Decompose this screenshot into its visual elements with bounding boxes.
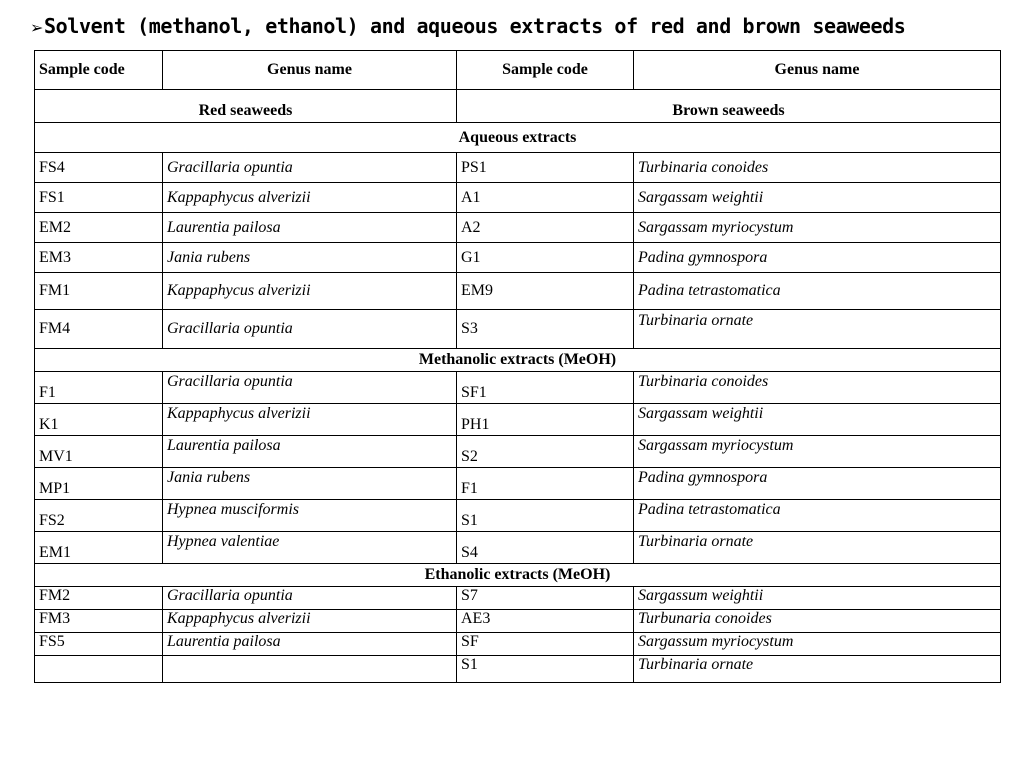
genus-name-cell: Turbinaria ornate xyxy=(634,532,1001,564)
genus-name-cell: Kappaphycus alverizii xyxy=(163,404,457,436)
genus-name-cell: Gracillaria opuntia xyxy=(163,372,457,404)
genus-name-cell: Hypnea valentiae xyxy=(163,532,457,564)
sample-code-cell: SF1 xyxy=(457,372,634,404)
genus-name-cell: Kappaphycus alverizii xyxy=(163,273,457,310)
genus-name-cell: Turbinaria ornate xyxy=(634,656,1001,683)
genus-name-cell: Gracillaria opuntia xyxy=(163,310,457,349)
sample-code-cell: FS4 xyxy=(35,153,163,183)
table-body xyxy=(35,51,1001,683)
group-brown-seaweeds: Brown seaweeds xyxy=(457,90,1001,123)
slide-title xyxy=(30,14,1024,38)
sample-code-cell: F1 xyxy=(457,468,634,500)
sample-code-cell: FS2 xyxy=(35,500,163,532)
sample-code-cell xyxy=(35,656,163,683)
genus-name-cell: Kappaphycus alverizii xyxy=(163,183,457,213)
genus-name-cell: Laurentia pailosa xyxy=(163,436,457,468)
sample-code-cell: FS1 xyxy=(35,183,163,213)
section-row xyxy=(35,349,1001,372)
sample-code-cell: FM3 xyxy=(35,610,163,633)
genus-name-cell: Gracillaria opuntia xyxy=(163,587,457,610)
sample-code-cell: G1 xyxy=(457,243,634,273)
section-row xyxy=(35,564,1001,587)
header-row xyxy=(35,51,1001,90)
sample-code-cell: MV1 xyxy=(35,436,163,468)
section-ethanolic: Ethanolic extracts (MeOH) xyxy=(35,564,1001,587)
genus-name-cell: Turbinaria ornate xyxy=(634,310,1001,349)
sample-code-cell: SF xyxy=(457,633,634,656)
genus-name-cell: Sargassum myriocystum xyxy=(634,633,1001,656)
sample-code-cell: S1 xyxy=(457,656,634,683)
table-row xyxy=(35,656,1001,683)
sample-code-cell: EM3 xyxy=(35,243,163,273)
slide-title-text: Solvent (methanol, ethanol) and aqueous extracts of red and brown seaweeds xyxy=(44,14,906,38)
sample-code-cell: PH1 xyxy=(457,404,634,436)
section-aqueous: Aqueous extracts xyxy=(35,123,1001,153)
genus-name-cell: Sargassum weightii xyxy=(634,587,1001,610)
table-row xyxy=(35,273,1001,310)
header-sample-code: Sample code xyxy=(457,51,634,90)
genus-name-cell: Padina tetrastomatica xyxy=(634,273,1001,310)
genus-name-cell: Laurentia pailosa xyxy=(163,633,457,656)
table-row xyxy=(35,532,1001,564)
genus-name-cell: Hypnea musciformis xyxy=(163,500,457,532)
sample-code-cell: EM1 xyxy=(35,532,163,564)
genus-name-cell: Padina gymnospora xyxy=(634,468,1001,500)
sample-code-cell: EM2 xyxy=(35,213,163,243)
group-row xyxy=(35,90,1001,123)
table-row xyxy=(35,153,1001,183)
table-row xyxy=(35,633,1001,656)
table-row xyxy=(35,610,1001,633)
genus-name-cell: Jania rubens xyxy=(163,468,457,500)
genus-name-cell: Sargassam weightii xyxy=(634,183,1001,213)
genus-name-cell: Sargassam myriocystum xyxy=(634,213,1001,243)
sample-code-cell: MP1 xyxy=(35,468,163,500)
sample-code-cell: A2 xyxy=(457,213,634,243)
sample-code-cell: AE3 xyxy=(457,610,634,633)
genus-name-cell: Sargassam myriocystum xyxy=(634,436,1001,468)
table-row xyxy=(35,183,1001,213)
section-row xyxy=(35,123,1001,153)
table-row xyxy=(35,468,1001,500)
header-sample-code: Sample code xyxy=(35,51,163,90)
group-red-seaweeds: Red seaweeds xyxy=(35,90,457,123)
table-row xyxy=(35,404,1001,436)
table-row xyxy=(35,243,1001,273)
seaweed-extracts-table xyxy=(34,50,1001,683)
table-row xyxy=(35,213,1001,243)
sample-code-cell: S4 xyxy=(457,532,634,564)
sample-code-cell: K1 xyxy=(35,404,163,436)
genus-name-cell: Kappaphycus alverizii xyxy=(163,610,457,633)
sample-code-cell: EM9 xyxy=(457,273,634,310)
header-genus-name: Genus name xyxy=(163,51,457,90)
table-row xyxy=(35,436,1001,468)
arrow-bullet-icon: ➢ xyxy=(30,18,44,37)
sample-code-cell: FM2 xyxy=(35,587,163,610)
sample-code-cell: FM4 xyxy=(35,310,163,349)
sample-code-cell: FS5 xyxy=(35,633,163,656)
sample-code-cell: FM1 xyxy=(35,273,163,310)
table-row xyxy=(35,310,1001,349)
genus-name-cell: Turbunaria conoides xyxy=(634,610,1001,633)
table-row xyxy=(35,372,1001,404)
section-methanolic: Methanolic extracts (MeOH) xyxy=(35,349,1001,372)
sample-code-cell: S7 xyxy=(457,587,634,610)
header-genus-name: Genus name xyxy=(634,51,1001,90)
genus-name-cell: Turbinaria conoides xyxy=(634,372,1001,404)
genus-name-cell: Turbinaria conoides xyxy=(634,153,1001,183)
genus-name-cell: Padina gymnospora xyxy=(634,243,1001,273)
sample-code-cell: S1 xyxy=(457,500,634,532)
genus-name-cell: Jania rubens xyxy=(163,243,457,273)
table-row xyxy=(35,500,1001,532)
genus-name-cell xyxy=(163,656,457,683)
genus-name-cell: Padina tetrastomatica xyxy=(634,500,1001,532)
genus-name-cell: Gracillaria opuntia xyxy=(163,153,457,183)
sample-code-cell: S3 xyxy=(457,310,634,349)
sample-code-cell: A1 xyxy=(457,183,634,213)
sample-code-cell: PS1 xyxy=(457,153,634,183)
table-row xyxy=(35,587,1001,610)
genus-name-cell: Laurentia pailosa xyxy=(163,213,457,243)
sample-code-cell: F1 xyxy=(35,372,163,404)
sample-code-cell: S2 xyxy=(457,436,634,468)
genus-name-cell: Sargassam weightii xyxy=(634,404,1001,436)
